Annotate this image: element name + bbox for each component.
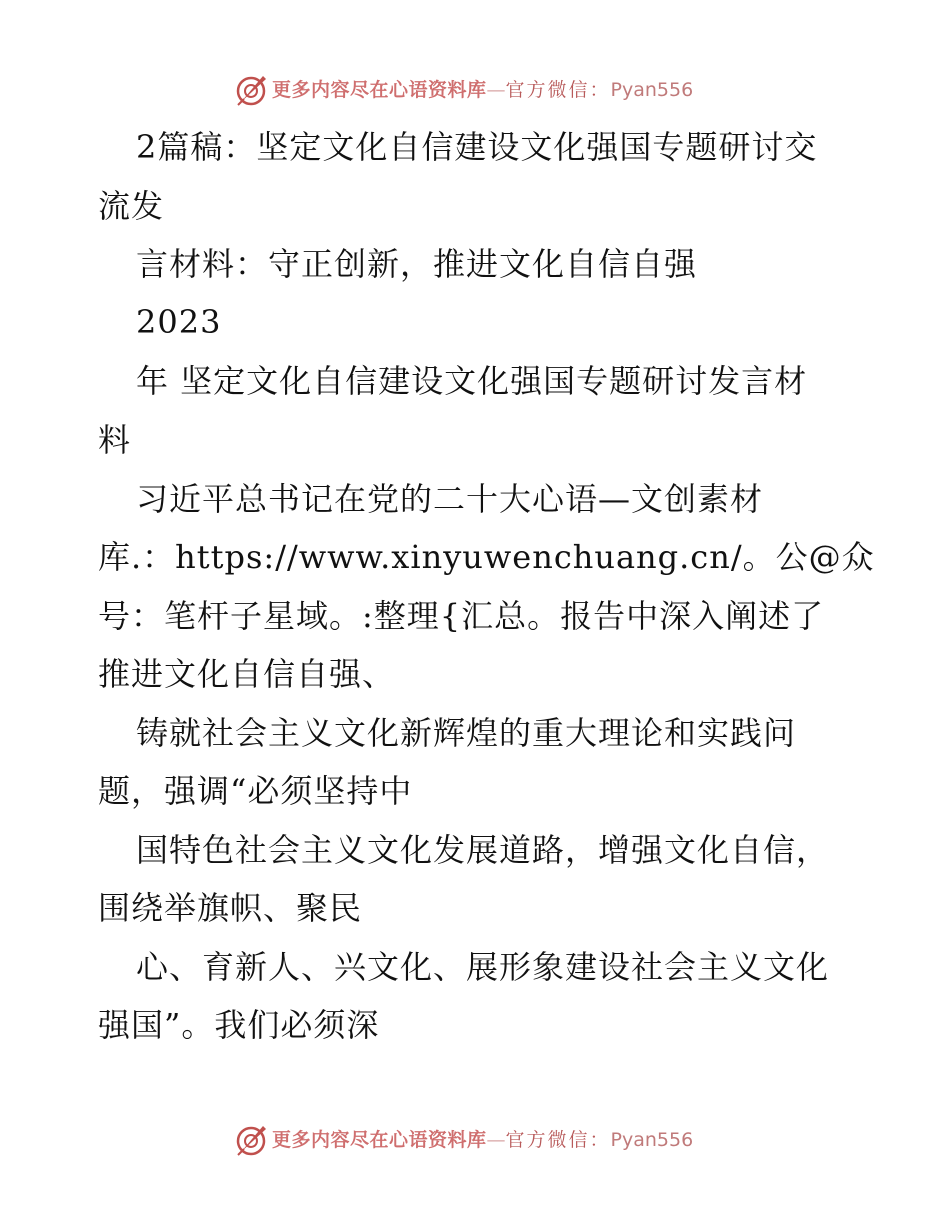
text-line: 强国”。我们必须深	[98, 1006, 380, 1044]
text-line: 流发	[98, 187, 165, 225]
text-line: 推进文化自信自强、	[98, 655, 396, 693]
footer-watermark-banner	[0, 1120, 950, 1160]
footer-banner-main: 更多内容尽在心语资料库	[272, 1129, 487, 1151]
footer-banner-id: Pyan556	[610, 1129, 694, 1151]
text-line: 库.：https://www.xinyuwenchuang.cn/。公@众	[98, 538, 875, 576]
text-line: 年 坚定文化自信建设文化强国专题研讨发言材	[136, 362, 808, 400]
text-line: 题，强调“必须坚持中	[98, 772, 413, 810]
footer-banner-sub: 官方微信：	[505, 1129, 611, 1151]
footer-banner-text	[272, 1128, 693, 1152]
header-banner-main: 更多内容尽在心语资料库	[272, 79, 487, 101]
text-line: 号：笔杆子星域。:整理{汇总。报告中深入阐述了	[98, 597, 825, 635]
header-banner-id: Pyan556	[610, 79, 694, 101]
text-line: 2023	[136, 303, 222, 341]
text-line: 料	[98, 421, 132, 459]
text-line: 围绕举旗帜、聚民	[98, 889, 363, 927]
text-line: 铸就社会主义文化新辉煌的重大理论和实践问	[136, 714, 797, 752]
text-line: 言材料：守正创新，推进文化自信自强	[136, 245, 698, 283]
header-banner-dash: —	[486, 79, 506, 101]
quill-logo-icon	[233, 1122, 269, 1158]
footer-banner-dash: —	[486, 1129, 506, 1151]
text-line: 2篇稿：坚定文化自信建设文化强国专题研讨交	[136, 128, 818, 166]
text-line: 心、育新人、兴文化、展形象建设社会主义文化	[136, 948, 830, 986]
text-line: 国特色社会主义文化发展道路，增强文化自信，	[136, 831, 830, 869]
header-banner-sub: 官方微信：	[505, 79, 611, 101]
text-line: 习近平总书记在党的二十大心语—文创素材	[136, 480, 764, 518]
